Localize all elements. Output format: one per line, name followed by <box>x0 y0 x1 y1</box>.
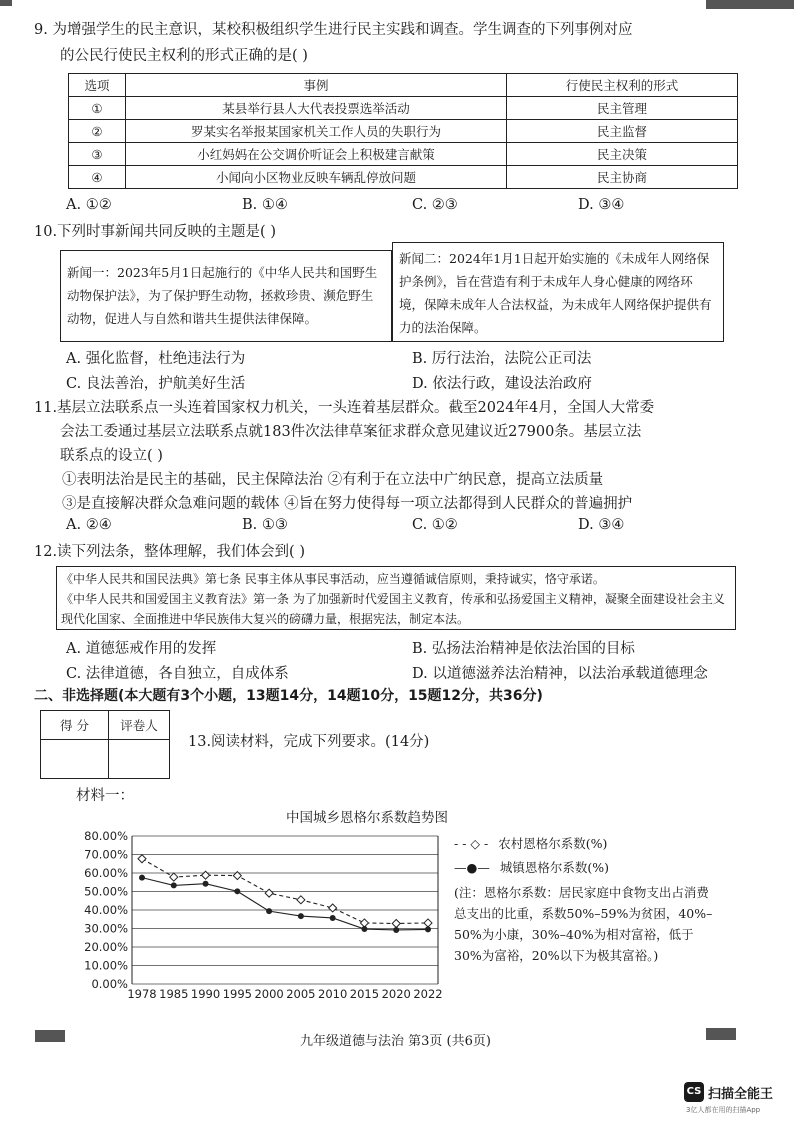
q10-news1-text: 新闻一：2023年5月1日起施行的《中华人民共和国野生动物保护法》，为了保护野生动物，拯救珍贵、濒危野生动物，促进人与自然和谐共生提供法律保障。 <box>67 265 378 326</box>
scan-mark-top-left <box>0 0 12 6</box>
q9-header-option: 选项 <box>69 74 126 97</box>
y-tick-label: 80.00% <box>84 829 128 843</box>
y-tick-label: 0.00% <box>91 977 128 991</box>
q9-row1-option: ① <box>69 97 126 120</box>
q9-row3-option: ③ <box>69 143 126 166</box>
x-tick-label: 2022 <box>413 987 443 1001</box>
x-tick-label: 2000 <box>254 987 284 1001</box>
q9-row4-form: 民主协商 <box>507 166 738 189</box>
q10-option-a: A. 强化监督，杜绝违法行为 <box>66 351 246 367</box>
chart-title: 中国城乡恩格尔系数趋势图 <box>286 810 448 826</box>
q13-stem: 13.阅读材料，完成下列要求。(14分) <box>188 734 430 750</box>
q11-stem-line2: 会法工委通过基层立法联系点就183件次法律草案征求群众意见建议近27900条。基层立法 <box>60 424 642 440</box>
table-row <box>69 143 738 166</box>
x-tick-label: 1995 <box>222 987 252 1001</box>
engel-chart <box>78 826 450 1006</box>
score-blank[interactable] <box>41 740 109 779</box>
section2-heading: 二、非选择题(本大题有3个小题，13题14分，14题10分，15题12分，共36分) <box>34 688 543 704</box>
q12-option-d: D. 以道德滋养法治精神，以法治承载道德理念 <box>412 666 708 682</box>
q9-stem-line1: 9. 为增强学生的民主意识，某校积极组织学生进行民主实践和调查。学生调查的下列事例对应 <box>34 22 633 38</box>
page-footer: 九年级道德与法治 第3页 (共6页) <box>300 1034 491 1049</box>
rural-data-point <box>329 904 337 912</box>
y-tick-label: 30.00% <box>84 921 128 936</box>
x-tick-label: 2015 <box>349 987 380 1001</box>
legend-rural-label: 农村恩格尔系数(%) <box>498 836 608 851</box>
scanner-tagline: 3亿人都在用的扫描App <box>686 1106 761 1114</box>
grader-label: 评卷人 <box>109 711 170 740</box>
q10-news2-text: 新闻二：2024年1月1日起开始实施的《未成年人网络保护条例》，旨在营造有利于未成年人身心健康的网络环境，保障未成年人合法权益，为未成年人网络保护提供有力的法治保障。 <box>399 251 712 335</box>
q11-stem-line1: 11.基层立法联系点一头连着国家权力机关，一头连着基层群众。截至2024年4月，全国人大常委 <box>34 400 655 416</box>
urban-data-point <box>203 881 209 887</box>
rural-data-point <box>202 871 210 879</box>
scan-mark-bottom-right <box>706 1028 736 1040</box>
q9-stem-line2: 的公民行使民主权利的形式正确的是( ) <box>60 48 308 64</box>
q10-stem: 10.下列时事新闻共同反映的主题是( ) <box>34 224 276 240</box>
q11-statements-1: ①表明法治是民主的基础，民主保障法治 ②有利于在立法中广纳民意，提高立法质量 <box>62 472 604 488</box>
y-tick-label: 60.00% <box>84 866 128 880</box>
q12-option-c: C. 法律道德，各自独立，自成体系 <box>66 666 289 682</box>
rural-data-point <box>170 873 178 881</box>
q11-option-b: B. ①③ <box>242 517 288 533</box>
q9-option-c: C. ②③ <box>412 197 458 213</box>
y-tick-label: 10.00% <box>84 958 128 973</box>
chart-note: (注：恩格尔系数：居民家庭中食物支出占消费总支出的比重，系数50%–59%为贫困，40%–50%为小康，30%–40%为相对富裕，低于30%为富裕，20%以下为极其富裕。) <box>454 885 713 963</box>
q11-stem-line3: 联系点的设立( ) <box>60 448 163 464</box>
q9-row4-option: ④ <box>69 166 126 189</box>
y-tick-label: 20.00% <box>84 940 128 954</box>
q9-table-header <box>69 74 738 97</box>
rural-data-point <box>138 855 146 863</box>
q9-row2-option: ② <box>69 120 126 143</box>
rural-data-point <box>360 919 368 927</box>
material1-label: 材料一： <box>76 788 134 804</box>
x-tick-label: 1978 <box>127 987 157 1001</box>
q11-statements-2: ③是直接解决群众急难问题的载体 ④旨在努力使得每一项立法都得到人民群众的普遍拥护 <box>62 496 633 512</box>
q9-row3-case: 小红妈妈在公交调价听证会上积极建言献策 <box>126 143 507 166</box>
y-tick-label: 50.00% <box>84 884 128 899</box>
q9-table <box>68 73 738 189</box>
q12-option-a: A. 道德惩戒作用的发挥 <box>66 641 217 657</box>
rural-data-point <box>392 920 400 928</box>
q10-news1-box <box>60 250 392 342</box>
legend-rural <box>454 834 607 852</box>
q9-header-form: 行使民主权利的形式 <box>507 74 738 97</box>
rural-data-point <box>424 919 432 927</box>
grader-blank[interactable] <box>109 740 170 779</box>
q12-law1: 《中华人民共和国民法典》第七条 民事主体从事民事活动，应当遵循诚信原则，秉持诚实，恪守承诺。 <box>61 572 605 586</box>
urban-data-point <box>234 888 240 894</box>
urban-data-point <box>139 875 145 881</box>
score-label: 得 分 <box>41 711 109 740</box>
q10-option-d: D. 依法行政，建设法治政府 <box>412 376 592 392</box>
q9-row1-case: 某县举行县人大代表投票选举活动 <box>126 97 507 120</box>
scanner-name: 扫描全能王 <box>708 1087 774 1102</box>
q10-news2-box <box>392 242 724 342</box>
urban-data-point <box>298 913 304 919</box>
q9-row4-case: 小闻向小区物业反映车辆乱停放问题 <box>126 166 507 189</box>
table-row <box>69 166 738 189</box>
urban-data-point <box>171 882 177 888</box>
urban-data-point <box>266 908 272 914</box>
legend-rural-marker: - - ◇ - <box>454 836 489 851</box>
legend-urban-marker: —●— <box>454 860 490 875</box>
q9-row2-form: 民主监督 <box>507 120 738 143</box>
q10-option-c: C. 良法善治，护航美好生活 <box>66 376 246 392</box>
scanner-logo-icon: CS <box>684 1082 704 1102</box>
scan-mark-top-right <box>706 0 794 9</box>
x-tick-label: 2005 <box>286 987 316 1001</box>
urban-data-point <box>361 926 367 932</box>
scan-mark-bottom-left <box>35 1030 65 1042</box>
q11-option-d: D. ③④ <box>578 517 625 533</box>
x-tick-label: 1990 <box>190 987 221 1001</box>
q9-option-a: A. ①② <box>66 197 112 213</box>
table-row <box>69 120 738 143</box>
y-tick-label: 70.00% <box>84 847 128 862</box>
rural-data-point <box>265 889 273 897</box>
q9-option-d: D. ③④ <box>578 197 625 213</box>
score-box <box>40 710 170 779</box>
q12-law-box <box>56 566 736 630</box>
urban-series-line <box>142 878 428 930</box>
urban-data-point <box>393 927 399 933</box>
urban-data-point <box>330 915 336 921</box>
legend-urban-label: 城镇恩格尔系数(%) <box>499 860 610 875</box>
q11-option-c: C. ①② <box>412 517 458 533</box>
q9-row2-case: 罗某实名举报某国家机关工作人员的失职行为 <box>126 120 507 143</box>
y-tick-label: 40.00% <box>84 903 128 917</box>
table-row <box>69 97 738 120</box>
q10-option-b: B. 厉行法治，法院公正司法 <box>412 351 592 367</box>
x-tick-label: 2020 <box>381 987 411 1001</box>
x-tick-label: 2010 <box>318 987 348 1001</box>
q11-option-a: A. ②④ <box>66 517 112 533</box>
q9-row1-form: 民主管理 <box>507 97 738 120</box>
q12-option-b: B. 弘扬法治精神是依法治国的目标 <box>412 641 635 657</box>
rural-data-point <box>297 896 305 904</box>
q9-row3-form: 民主决策 <box>507 143 738 166</box>
legend-urban <box>454 858 609 876</box>
q9-option-b: B. ①④ <box>242 197 288 213</box>
q12-stem: 12.读下列法条，整体理解，我们体会到( ) <box>34 544 305 560</box>
q9-header-case: 事例 <box>126 74 507 97</box>
q12-law2: 《中华人民共和国爱国主义教育法》第一条 为了加强新时代爱国主义教育，传承和弘扬爱国主义精神，凝聚全面建设社会主义现代化国家、全面推进中华民族伟大复兴的磅礴力量，根据宪法，制定本法。 <box>61 592 725 626</box>
x-tick-label: 1985 <box>159 987 189 1001</box>
urban-data-point <box>425 926 431 932</box>
